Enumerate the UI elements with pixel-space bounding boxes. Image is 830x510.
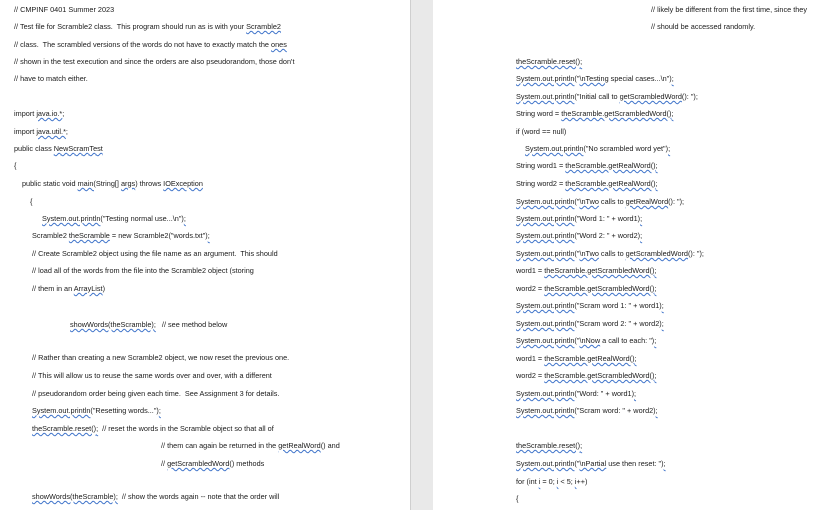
spellcheck-flagged-text: theScramble.reset() — [516, 441, 581, 450]
spellcheck-flagged-text: ; — [655, 406, 658, 415]
code-line — [516, 494, 518, 503]
line-text: word1 = — [516, 266, 545, 275]
line-text: ("No scrambled word yet") — [583, 144, 669, 153]
line-text: ("Initial call to — [574, 92, 620, 101]
line-text: String[] — [95, 179, 121, 188]
line-text: // pseudorandom order being given each time. See Assignment 3 for details. — [32, 389, 280, 398]
line-text: (" — [574, 197, 580, 206]
code-line — [516, 354, 637, 363]
spellcheck-flagged-text: ; — [580, 441, 583, 450]
code-line — [32, 371, 272, 380]
code-line — [516, 214, 642, 223]
spellcheck-flagged-text: getScrambledWord — [625, 249, 688, 258]
code-line — [32, 492, 279, 501]
line-text: // have to match either. — [14, 74, 88, 83]
line-text: // them can again be returned in the — [161, 441, 279, 450]
spellcheck-flagged-text: System.out.println — [516, 406, 575, 415]
line-text: ++) — [576, 477, 588, 486]
spellcheck-flagged-text: \nTesting — [579, 74, 609, 83]
line-text: import — [14, 109, 37, 118]
line-text: String word1 = — [516, 161, 566, 170]
spellcheck-flagged-text: ; — [663, 459, 666, 468]
spellcheck-flagged-text: Scramble2 — [246, 22, 281, 31]
code-line — [516, 389, 636, 398]
spellcheck-flagged-text: ; — [153, 320, 156, 329]
spellcheck-flagged-text: \nPartial — [579, 459, 607, 468]
spellcheck-flagged-text: \nTwo — [579, 197, 599, 206]
spellcheck-flagged-text: System.out.println — [516, 231, 575, 240]
spellcheck-flagged-text: System.out.println — [42, 214, 101, 223]
spellcheck-flagged-text: ones — [271, 40, 287, 49]
line-text: calls to — [598, 197, 626, 206]
line-text: public class — [14, 144, 54, 153]
code-line — [42, 214, 186, 223]
line-text: // shown in the test execution and since the orders are also pseudorandom, those don't — [14, 57, 295, 66]
line-text: < 5; — [558, 477, 575, 486]
spellcheck-flagged-text: IOException — [163, 179, 203, 188]
line-text: word2 = — [516, 371, 545, 380]
spellcheck-flagged-text: ; — [640, 214, 643, 223]
spellcheck-flagged-text: i — [574, 477, 577, 486]
spellcheck-flagged-text: ; — [671, 109, 674, 118]
code-line — [161, 441, 340, 450]
spellcheck-flagged-text: showWords(theScramble) — [32, 492, 116, 501]
spellcheck-flagged-text: theScramble.getScrambledWord() — [544, 371, 655, 380]
code-line — [32, 266, 254, 275]
spellcheck-flagged-text: theScramble.getRealWord() — [565, 161, 656, 170]
code-line — [161, 459, 264, 468]
spellcheck-flagged-text: ; — [661, 301, 664, 310]
spellcheck-flagged-text: getRealWord — [278, 441, 321, 450]
line-text: ("Word 1: " + word1) — [574, 214, 641, 223]
spellcheck-flagged-text: System.out.println — [516, 74, 575, 83]
spellcheck-flagged-text: java.io.* — [36, 109, 63, 118]
line-text: ("Scram word 2: " + word2) — [574, 319, 662, 328]
line-text: ) — [102, 284, 106, 293]
code-line — [22, 179, 203, 188]
code-line — [32, 231, 210, 240]
spellcheck-flagged-text: theScramble — [68, 231, 110, 240]
line-text: ("Word: " + word1) — [574, 389, 634, 398]
spellcheck-flagged-text: main( — [77, 179, 96, 188]
line-text: // Test file for Scramble2 class. This program should run as is with your — [14, 22, 247, 31]
spellcheck-flagged-text: System.out.println — [516, 389, 575, 398]
code-line — [32, 406, 161, 415]
spellcheck-flagged-text: theScramble.reset() — [32, 424, 97, 433]
line-text: // Create Scramble2 object using the file name as an argument. This should — [32, 249, 278, 258]
spellcheck-flagged-text: \nNow — [579, 336, 601, 345]
code-line — [516, 179, 658, 188]
spellcheck-flagged-text: args — [120, 179, 136, 188]
line-text: // CMPINF 0401 Summer 2023 — [14, 5, 115, 14]
line-text: (" — [574, 336, 580, 345]
spellcheck-flagged-text: ArrayList — [73, 284, 103, 293]
line-text: // should be accessed randomly. — [651, 22, 756, 31]
spellcheck-flagged-text: ; — [671, 74, 674, 83]
spellcheck-flagged-text: System.out.println — [516, 197, 575, 206]
code-line — [14, 127, 68, 136]
code-line — [651, 5, 807, 14]
spellcheck-flagged-text: getScrambledWord — [619, 92, 682, 101]
code-line — [32, 284, 105, 293]
spellcheck-flagged-text: ; — [640, 231, 643, 240]
line-text: ; — [62, 109, 65, 118]
spellcheck-flagged-text: theScramble.reset() — [516, 57, 581, 66]
code-line — [14, 144, 103, 153]
line-text: { — [14, 161, 17, 170]
spellcheck-flagged-text: NewScramTest — [53, 144, 103, 153]
spellcheck-flagged-text: ; — [207, 231, 210, 240]
line-text: a call to each: ") — [600, 336, 655, 345]
code-line — [651, 22, 755, 31]
code-line — [516, 266, 656, 275]
code-line — [516, 459, 666, 468]
code-line — [516, 284, 656, 293]
code-line — [32, 249, 278, 258]
document-page-left[interactable] — [0, 0, 410, 510]
line-text: () and — [320, 441, 340, 450]
code-line — [516, 161, 658, 170]
line-text: () methods — [229, 459, 265, 468]
line-text: Scramble2 — [32, 231, 69, 240]
line-text: // show the words again -- note that the order will — [117, 492, 280, 501]
code-line — [14, 109, 64, 118]
line-text: ("Scram word 1: " + word1) — [574, 301, 662, 310]
line-text: // likely be different from the first time, since they — [651, 5, 807, 14]
spellcheck-flagged-text: System.out.println — [516, 319, 575, 328]
spellcheck-flagged-text: theScramble.getRealWord() — [544, 354, 635, 363]
code-line — [32, 353, 289, 362]
line-text: (" — [574, 249, 580, 258]
line-text: (): "); — [688, 249, 704, 258]
spellcheck-flagged-text: ; — [654, 284, 657, 293]
code-line — [516, 336, 656, 345]
line-text: word1 = — [516, 354, 545, 363]
spellcheck-flagged-text: System.out.println — [525, 144, 584, 153]
code-line — [30, 197, 32, 206]
code-line — [516, 127, 566, 136]
line-text: // see method below — [155, 320, 228, 329]
spellcheck-flagged-text: System.out.println — [516, 336, 575, 345]
line-text: (" — [574, 459, 580, 468]
spellcheck-flagged-text: System.out.println — [516, 214, 575, 223]
code-line — [14, 57, 294, 66]
spellcheck-flagged-text: theScramble.getScrambledWord() — [561, 109, 672, 118]
spellcheck-flagged-text: System.out.println — [516, 249, 575, 258]
line-text: special cases...\n") — [608, 74, 672, 83]
spellcheck-flagged-text: theScramble.getScrambledWord() — [544, 266, 655, 275]
code-line — [516, 371, 656, 380]
spellcheck-flagged-text: i — [556, 477, 559, 486]
spellcheck-flagged-text: ; — [655, 161, 658, 170]
code-line — [516, 109, 673, 118]
code-line — [32, 389, 279, 398]
spellcheck-flagged-text: ; — [654, 336, 657, 345]
line-text: ("Scram word: " + word2) — [574, 406, 656, 415]
line-text: String word2 = — [516, 179, 566, 188]
code-line — [516, 57, 582, 66]
code-line — [516, 441, 582, 450]
line-text: { — [30, 197, 33, 206]
spellcheck-flagged-text: System.out.println — [32, 406, 91, 415]
spellcheck-flagged-text: showWords(theScramble) — [70, 320, 154, 329]
line-text: // reset the words in the Scramble object so that all of — [98, 424, 274, 433]
line-text: (" — [574, 74, 580, 83]
code-line — [516, 406, 658, 415]
spellcheck-flagged-text: ; — [634, 354, 637, 363]
line-text: calls to — [598, 249, 626, 258]
spellcheck-flagged-text: ; — [115, 492, 118, 501]
spellcheck-flagged-text: System.out.println — [516, 459, 575, 468]
spellcheck-flagged-text: ; — [634, 389, 637, 398]
line-text: // This will allow us to reuse the same words over and over, with a different — [32, 371, 272, 380]
code-line — [516, 477, 587, 486]
line-text: // Rather than creating a new Scramble2 object, we now reset the previous one. — [32, 353, 290, 362]
code-line — [516, 301, 664, 310]
code-line — [516, 92, 698, 101]
spellcheck-flagged-text: ; — [661, 319, 664, 328]
line-text: ("Testing normal use...\n") — [100, 214, 184, 223]
code-line — [516, 249, 704, 258]
code-line — [14, 161, 16, 170]
code-line — [14, 40, 287, 49]
spellcheck-flagged-text: System.out.println — [516, 301, 575, 310]
line-text: (): "); — [681, 92, 698, 101]
code-line — [14, 22, 281, 31]
line-text: ; — [65, 127, 68, 136]
line-text: for (int — [516, 477, 539, 486]
page-edge-left — [410, 0, 411, 510]
spellcheck-flagged-text: theScramble.getScrambledWord() — [544, 284, 655, 293]
line-text: ("Resetting words...") — [90, 406, 159, 415]
spellcheck-flagged-text: ; — [580, 57, 583, 66]
code-line — [516, 319, 664, 328]
line-text: String word = — [516, 109, 562, 118]
line-text: ) throws — [135, 179, 164, 188]
line-text: import — [14, 127, 37, 136]
spellcheck-flagged-text: ; — [668, 144, 671, 153]
code-line — [14, 5, 114, 14]
code-line — [70, 320, 227, 329]
spellcheck-flagged-text: getScrambledWord — [167, 459, 230, 468]
spellcheck-flagged-text: theScramble.getRealWord() — [565, 179, 656, 188]
spellcheck-flagged-text: java.util.* — [36, 127, 66, 136]
line-text: (): "); — [668, 197, 685, 206]
spellcheck-flagged-text: ; — [655, 179, 658, 188]
line-text: if (word == null) — [516, 127, 567, 136]
line-text: ("Word 2: " + word2) — [574, 231, 641, 240]
code-line — [525, 144, 670, 153]
spellcheck-flagged-text: ; — [654, 266, 657, 275]
line-text: use then reset: ") — [606, 459, 664, 468]
line-text: // — [161, 459, 168, 468]
code-line — [516, 74, 674, 83]
line-text: // class. The scrambled versions of the words do not have to exactly match the — [14, 40, 272, 49]
spellcheck-flagged-text: i — [538, 477, 541, 486]
spellcheck-flagged-text: ; — [654, 371, 657, 380]
spellcheck-flagged-text: ; — [158, 406, 161, 415]
line-text: = 0; — [540, 477, 557, 486]
line-text: word2 = — [516, 284, 545, 293]
code-line — [516, 231, 642, 240]
document-page-right[interactable] — [433, 0, 830, 510]
spellcheck-flagged-text: \nTwo — [579, 249, 599, 258]
line-text: // them in an — [32, 284, 74, 293]
line-text: { — [516, 494, 519, 503]
code-line — [516, 197, 684, 206]
line-text: // load all of the words from the file into the Scramble2 object (storing — [32, 266, 254, 275]
spellcheck-flagged-text: ; — [183, 214, 186, 223]
code-line — [14, 74, 88, 83]
spellcheck-flagged-text: ; — [96, 424, 99, 433]
line-text: public static void — [22, 179, 78, 188]
line-text: = new Scramble2("words.txt") — [109, 231, 208, 240]
code-line — [32, 424, 274, 433]
spellcheck-flagged-text: getRealWord — [625, 197, 669, 206]
spellcheck-flagged-text: System.out.println — [516, 92, 575, 101]
